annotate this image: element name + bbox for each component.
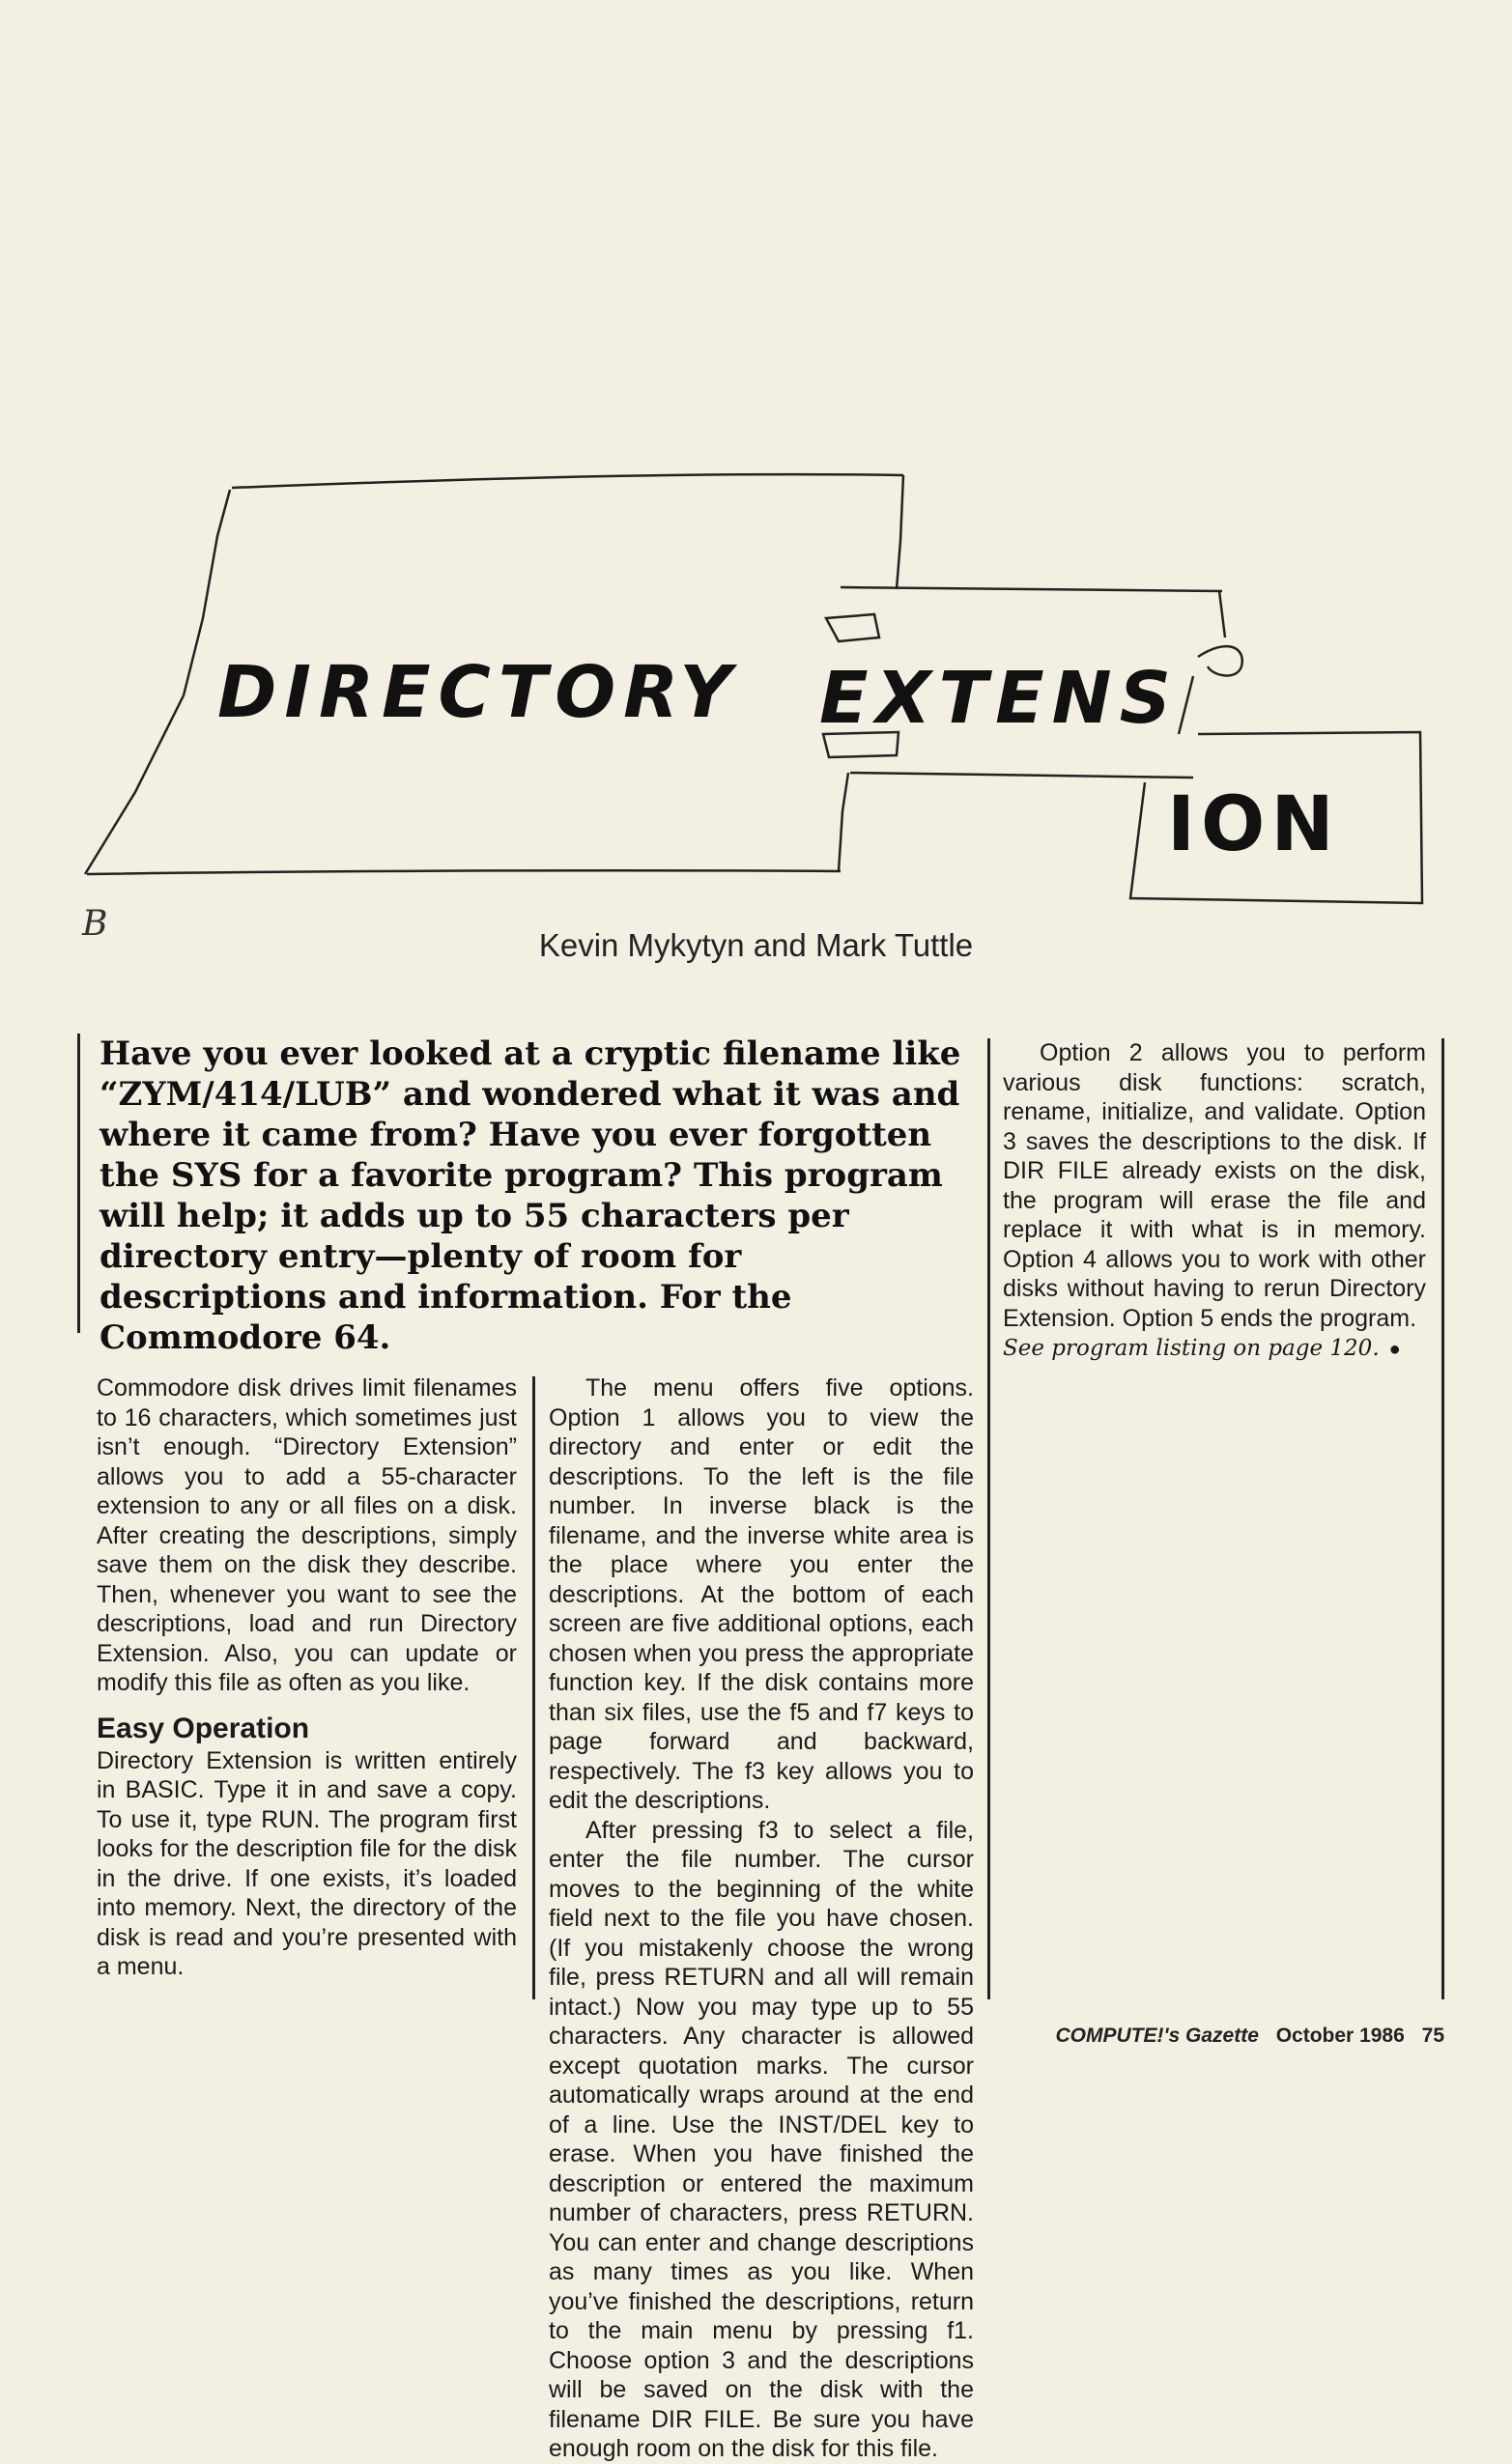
column-rule-3 xyxy=(1441,1038,1444,1999)
title-directory: DIRECTORY xyxy=(217,651,739,734)
see-listing-line xyxy=(1003,1333,1426,1365)
column-2 xyxy=(549,1374,974,2462)
page-footer xyxy=(1044,2025,1444,2048)
title-extens: EXTENS xyxy=(819,657,1179,740)
title-illustration xyxy=(0,0,1512,966)
artist-signature: B xyxy=(82,904,108,944)
title-ion: ION xyxy=(1167,781,1340,868)
column-rule-1 xyxy=(532,1376,535,1999)
end-mark-icon: ● xyxy=(1388,1339,1401,1360)
subhead-easy-operation: Easy Operation xyxy=(97,1712,310,1744)
footer-issue: October 1986 xyxy=(1275,2025,1405,2047)
body-paragraph-3: The menu offers five options. Option 1 allows you to view the directory and enter or edit the descriptions. To the left is the file number. In inverse black is the filename, and the inverse white area is the place where you enter the descriptions. At the bottom of each screen are five additional options, each chosen when you press the appropriate function key. If the disk contains more than six files, use the f5 and f7 keys to page forward and backward, respectively. The f3 key allows you to edit the descriptions. xyxy=(549,1374,974,1814)
column-1 xyxy=(97,1374,517,2007)
column-rule-2 xyxy=(987,1038,990,1999)
article-deck: Have you ever looked at a cryptic filename like “ZYM/414/LUB” and wondered what it was and where it came from? Have you ever forgotten the SYS for a favorite program? This program will help; it adds up to 55 characters per directory entry—plenty of room for descriptions and information. For the Commodore 64. xyxy=(77,1034,966,1333)
footer-magazine: COMPUTE!'s Gazette xyxy=(1055,2025,1259,2047)
byline: Kevin Mykytyn and Mark Tuttle xyxy=(538,927,974,963)
body-paragraph-2: Directory Extension is written entirely in BASIC. Type it in and save a copy. To use it, type RUN. The program first looks for the description file for the disk in the drive. If one exists, it’s loaded into memory. Next, the directory of the disk is read and you’re presented with a menu. xyxy=(97,1746,517,1980)
body-paragraph-1: Commodore disk drives limit filenames to 16 characters, which sometimes just isn’t enough. “Directory Extension” allows you to add a 55-character extension to any or all files on a disk. After creating the descriptions, simply save them on the disk they describe. Then, whenever you want to see the descriptions, load and run Directory Extension. Also, you can update or modify this file as often as you like. xyxy=(97,1374,517,1696)
column-3 xyxy=(1003,1038,1426,2004)
body-paragraph-4: After pressing f3 to select a file, enter the file number. The cursor moves to the beginning of the white field next to the file you have chosen. (If you mistakenly choose the wrong file, press RETURN and all will remain intact.) Now you may type up to 55 characters. Any character is allowed except quotation marks. The cursor automatically wraps around at the end of a line. Use the INST/DEL key to erase. When you have finished the description or entered the maximum number of characters, press RETURN. You can enter and change descriptions as many times as you like. When you’ve finished the descriptions, return to the main menu by pressing f1. Choose option 3 and the descriptions will be saved on the disk with the filename DIR FILE. Be sure you have enough room on the disk for this file. xyxy=(549,1816,974,2462)
footer-page-number: 75 xyxy=(1421,2025,1444,2047)
body-paragraph-5: Option 2 allows you to perform various disk functions: scratch, rename, initialize, and validate. Option 3 saves the descriptions to the disk. If DIR FILE already exists on the disk, the program will erase the file and replace it with what is in memory. Option 4 allows you to work with other disks without having to rerun Directory Extension. Option 5 ends the program. xyxy=(1003,1039,1426,1332)
see-listing-text: See program listing on page 120. xyxy=(1003,1336,1380,1361)
